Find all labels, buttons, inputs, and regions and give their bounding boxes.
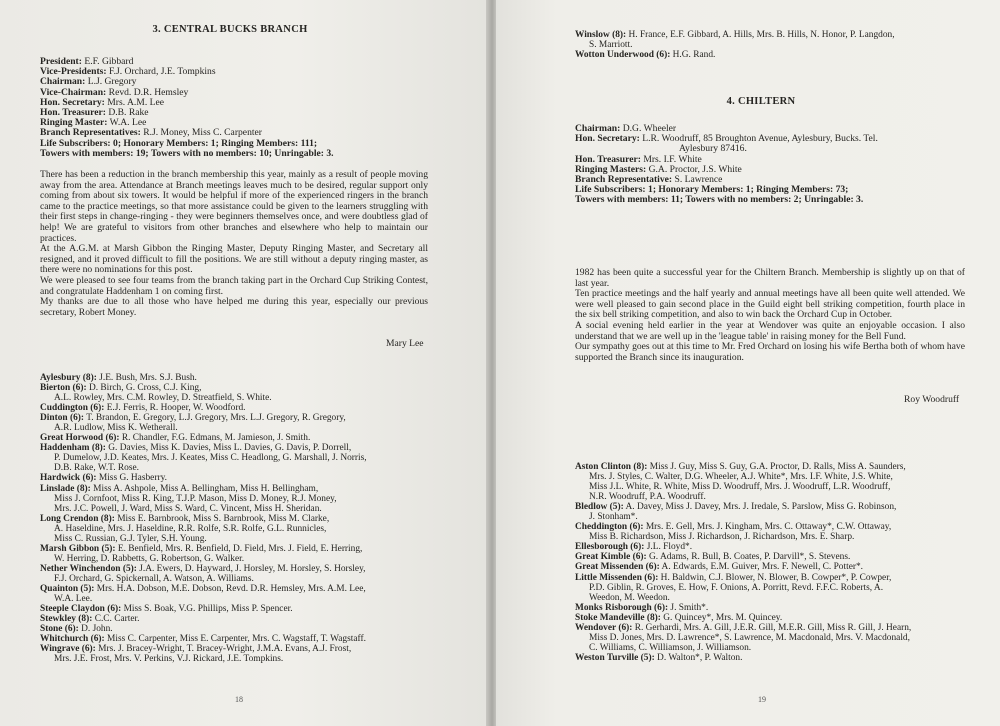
tower-entry xyxy=(40,564,450,584)
tower-row xyxy=(40,433,450,443)
officers-list xyxy=(40,57,334,159)
branch-report xyxy=(40,170,428,318)
officer-name: Mrs. I.F. White xyxy=(643,153,702,165)
tower-row-continued xyxy=(40,554,450,564)
tower-row xyxy=(575,653,985,663)
tower-entry xyxy=(40,443,450,473)
tower-entry xyxy=(575,562,985,572)
tower-members: T. Brandon, E. Gregory, L.J. Gregory, Mrs. L.J. Gregory, R. Gregory, xyxy=(86,413,346,424)
tower-members: J.E. Bush, Mrs. S.J. Bush. xyxy=(99,373,197,383)
tower-members: H.G. Rand. xyxy=(672,50,716,61)
tower-members: J.L. Floyd*. xyxy=(646,542,693,553)
tower-entry xyxy=(575,552,985,562)
right-page xyxy=(496,0,1000,726)
tower-name: Bierton (6): xyxy=(40,383,87,394)
tower-members: Miss A. Ashpole, Miss A. Bellingham, Miss H. Bellingham, xyxy=(93,483,319,494)
tower-entry xyxy=(40,584,450,604)
tower-name: Stewkley (8): xyxy=(40,614,93,625)
tower-members: A. Davey, Miss J. Davey, Mrs. J. Iredale, S. Parslow, Miss G. Robinson, xyxy=(625,502,897,513)
tower-members: Mrs. J. Bracey-Wright, T. Bracey-Wright, J.M.A. Evans, A.J. Frost, xyxy=(98,644,352,655)
tower-name: Haddenham (8): xyxy=(40,443,106,454)
tower-row-continued xyxy=(575,40,975,50)
tower-members: N.R. Woodruff, P.A. Woodruff. xyxy=(589,492,706,503)
tower-entry xyxy=(575,522,985,542)
page-number: 18 xyxy=(235,695,243,704)
tower-members: Miss J. Cornfoot, Miss R. King, T.J.P. Mason, Miss D. Money, R.J. Money, xyxy=(54,493,337,504)
tower-row-continued xyxy=(40,453,450,463)
tower-members: Mrs. E. Gell, Mrs. J. Kingham, Mrs. C. Ottaway*, C.W. Ottaway, xyxy=(645,522,892,533)
tower-row xyxy=(575,623,985,633)
tower-row xyxy=(40,403,450,413)
tower-members: W.A. Lee. xyxy=(54,594,93,605)
tower-entry xyxy=(40,614,450,624)
tower-entry xyxy=(40,634,450,644)
tower-entry xyxy=(40,644,450,664)
tower-name: Monks Risborough (6): xyxy=(575,602,669,613)
tower-members: Mrs. J. Styles, C. Walter, D.G. Wheeler, A.J. White*, Mrs. I.F. White, J.S. White, xyxy=(589,472,893,483)
tower-entry xyxy=(40,484,450,514)
tower-row xyxy=(40,514,450,524)
officer-name: Revd. D.R. Hemsley xyxy=(108,86,189,98)
tower-row-continued xyxy=(575,593,985,603)
officer-role: Hon. Secretary: xyxy=(40,96,105,108)
tower-members: C. Williams, C. Williamson, J. Williamson. xyxy=(589,642,752,653)
report-paragraph: Ten practice meetings and the half yearly and annual meetings have all been quite well attended. We were well pleased to gain second place in the Guild eight bell striking competition, fourth place in the six bell striking competition, and also to win back the Orchard Cup in October. xyxy=(575,288,965,321)
tower-members: Miss J. Guy, Miss S. Guy, G.A. Proctor, D. Ralls, Miss A. Saunders, xyxy=(649,462,906,472)
tower-row-continued xyxy=(575,532,985,542)
tower-row xyxy=(575,522,985,532)
tower-row xyxy=(40,544,450,554)
officer-role: Chairman: xyxy=(575,123,621,134)
tower-entry xyxy=(575,603,985,613)
tower-name: Aylesbury (8): xyxy=(40,373,97,383)
tower-row-continued xyxy=(575,472,985,482)
report-signature: Mary Lee xyxy=(386,338,424,349)
officer-role: Hon. Secretary: xyxy=(575,133,640,145)
tower-name: Linslade (8): xyxy=(40,483,91,494)
tower-members: H. Baldwin, C.J. Blower, N. Blower, B. Cowper*, P. Cowper, xyxy=(660,572,892,583)
tower-row xyxy=(40,614,450,624)
tower-members: R. Gerhardi, Mrs. A. Gill, J.E.R. Gill, M.E.R. Gill, Miss R. Gill, J. Hearn, xyxy=(634,622,912,633)
tower-name: Cheddington (6): xyxy=(575,522,644,533)
tower-members: Miss S. Boak, V.G. Phillips, Miss P. Spencer. xyxy=(123,604,293,615)
tower-entry xyxy=(575,542,985,552)
tower-members: E. Benfield, Mrs. R. Benfield, D. Field, Mrs. J. Field, E. Herring, xyxy=(117,543,363,554)
officer-name: W.A. Lee xyxy=(109,117,147,129)
tower-entry xyxy=(575,30,975,50)
tower-name: Winslow (8): xyxy=(575,30,627,40)
tower-entry xyxy=(575,653,985,663)
tower-row xyxy=(575,603,985,613)
officer-role: Hon. Treasurer: xyxy=(40,107,106,119)
officer-role: Branch Representatives: xyxy=(40,127,141,139)
officer-name: L.J. Gregory xyxy=(87,76,137,88)
tower-members: Mrs. J.E. Frost, Mrs. V. Perkins, V.J. Rickard, J.E. Tompkins. xyxy=(54,654,284,665)
tower-row-continued xyxy=(40,393,450,403)
membership-stats: Life Subscribers: 1; Honorary Members: 1; Ringing Members: 73; xyxy=(575,184,849,196)
tower-row-continued xyxy=(575,512,985,522)
tower-name: Whitchurch (6): xyxy=(40,634,105,645)
tower-members: A.R. Ludlow, Miss K. Wetherall. xyxy=(54,423,178,434)
tower-row xyxy=(40,443,450,453)
tower-name: Marsh Gibbon (5): xyxy=(40,543,116,554)
tower-row xyxy=(575,552,985,562)
tower-name: Great Horwood (6): xyxy=(40,433,120,444)
officer-name: D.G. Wheeler xyxy=(622,123,677,134)
page-number: 19 xyxy=(758,695,766,704)
tower-row xyxy=(40,584,450,594)
report-signature: Roy Woodruff xyxy=(904,394,960,405)
tower-name: Quainton (5): xyxy=(40,583,95,594)
officer-role: Hon. Treasurer: xyxy=(575,153,641,165)
tower-members: G. Adams, R. Bull, B. Coates, P. Darvill*, S. Stevens. xyxy=(649,552,851,563)
tower-row xyxy=(575,50,975,60)
left-page xyxy=(0,0,488,726)
tower-row-continued xyxy=(40,463,450,473)
tower-row xyxy=(40,484,450,494)
tower-name: Bledlow (5): xyxy=(575,502,624,513)
report-paragraph: We were pleased to see four teams from the branch taking part in the Orchard Cup Striking Contest, and congratulate Haddenham 1 on coming first. xyxy=(40,274,428,297)
tower-entry xyxy=(40,383,450,403)
tower-row-continued xyxy=(40,494,450,504)
tower-members: J. Smith*. xyxy=(670,602,709,613)
tower-name: Long Crendon (8): xyxy=(40,513,115,524)
tower-members: R. Chandler, F.G. Edmans, M. Jamieson, J. Smith. xyxy=(121,433,311,444)
tower-name: Weston Turville (5): xyxy=(575,652,655,663)
tower-name: Aston Clinton (8): xyxy=(575,462,648,472)
report-paragraph: At the A.G.M. at Marsh Gibbon the Ringing Master, Deputy Ringing Master, and Secretary all resigned, and it proved difficult to fill the positions. We are still without a deputy ringing master, as there were no nominations for this post. xyxy=(40,243,428,276)
tower-members: D. Birch, G. Cross, C.J. King, xyxy=(88,383,202,394)
report-paragraph: Our sympathy goes out at this time to Mr. Fred Orchard on losing his wife Bertha both of whom have supported the Branch since its inauguration. xyxy=(575,341,965,363)
tower-row xyxy=(40,473,450,483)
tower-members: A. Edwards, E.M. Guiver, Mrs. F. Newell, C. Potter*. xyxy=(661,562,864,573)
tower-name: Ellesborough (6): xyxy=(575,542,645,553)
tower-members: D. Walton*, P. Walton. xyxy=(657,652,743,663)
report-paragraph: 1982 has been quite a successful year for the Chiltern Branch. Membership is slightly up on that of last year. xyxy=(575,267,965,289)
tower-name: Wingrave (6): xyxy=(40,644,96,655)
tower-name: Steeple Claydon (6): xyxy=(40,604,122,615)
tower-entry xyxy=(40,403,450,413)
tower-row-continued xyxy=(40,423,450,433)
branch-heading: 4. CHILTERN xyxy=(726,96,796,107)
tower-entry xyxy=(40,433,450,443)
tower-row-continued xyxy=(40,534,450,544)
tower-entry xyxy=(40,544,450,564)
tower-row xyxy=(575,502,985,512)
tower-members: Weedon, M. Weedon. xyxy=(589,592,670,603)
tower-row xyxy=(40,373,450,383)
officer-name: R.J. Money, Miss C. Carpenter xyxy=(143,127,262,139)
officer-name: F.J. Orchard, J.E. Tompkins xyxy=(109,66,216,78)
officer-name: Aylesbury 87416. xyxy=(679,143,747,155)
tower-row-continued xyxy=(40,594,450,604)
officer-name: E.F. Gibbard xyxy=(84,56,134,67)
tower-members: A.L. Rowley, Mrs. C.M. Rowley, D. Streatfield, S. White. xyxy=(54,393,272,404)
tower-name: Great Missenden (6): xyxy=(575,562,660,573)
tower-members: Miss J.L. White, R. White, Miss D. Woodruff, Mrs. J. Woodruff, L.R. Woodruff, xyxy=(589,482,891,493)
officer-role: Ringing Master: xyxy=(40,117,108,129)
tower-row xyxy=(40,644,450,654)
tower-entry xyxy=(575,502,985,522)
tower-row-continued xyxy=(575,643,985,653)
report-paragraph: There has been a reduction in the branch membership this year, mainly as a result of people moving away from the area. Attendance at Branch meetings leaves much to be desired, regular support only coming from about six towers. It would be helpful if more of the experienced ringers in the branch came to the practice meetings, so that more assistance could be given to the learners struggling with their first steps in change-ringing - they were beginners themselves once, and were doubtless glad of help! We are grateful to visitors from other branches and elsewhere who help to maintain our practices. xyxy=(40,169,428,244)
membership-stats: Life Subscribers: 0; Honorary Members: 1; Ringing Members: 111; xyxy=(40,137,318,149)
tower-row xyxy=(575,562,985,572)
tower-name: Stoke Mandeville (8): xyxy=(575,612,661,623)
tower-name: Nether Winchendon (5): xyxy=(40,563,137,574)
tower-row xyxy=(40,634,450,644)
tower-row-continued xyxy=(575,492,985,502)
tower-members: Miss E. Barnbrook, Miss S. Barnbrook, Miss M. Clarke, xyxy=(117,513,330,524)
continued-tower-list xyxy=(575,30,975,60)
tower-row xyxy=(575,573,985,583)
tower-members: Miss C. Carpenter, Miss E. Carpenter, Mrs. C. Wagstaff, T. Wagstaff. xyxy=(107,634,366,645)
tower-members: J.A. Ewers, D. Hayward, J. Horsley, M. Horsley, S. Horsley, xyxy=(139,563,366,574)
tower-row-continued xyxy=(40,524,450,534)
tower-list xyxy=(40,373,450,664)
tower-members: P.D. Giblin, R. Groves, E. How, F. Onions, A. Porritt, Revd. F.F.C. Roberts, A. xyxy=(589,582,884,593)
tower-name: Dinton (6): xyxy=(40,413,85,424)
tower-entry xyxy=(40,604,450,614)
tower-entry xyxy=(40,624,450,634)
membership-stats: Towers with members: 19; Towers with no members: 10; Unringable: 3. xyxy=(40,147,334,159)
officer-role: Vice-Chairman: xyxy=(40,86,107,98)
branch-heading: 3. CENTRAL BUCKS BRANCH xyxy=(152,24,308,35)
officers-list xyxy=(575,124,878,206)
tower-entry xyxy=(40,473,450,483)
tower-row xyxy=(40,604,450,614)
officer-name: G.A. Proctor, J.S. White xyxy=(648,163,742,175)
tower-members: H. France, E.F. Gibbard, A. Hills, Mrs. B. Hills, N. Honor, P. Langdon, xyxy=(628,30,895,40)
tower-members: Miss G. Hasberry. xyxy=(98,473,167,484)
tower-members: G. Quincey*, Mrs. M. Quincey. xyxy=(663,612,783,623)
tower-row-continued xyxy=(40,654,450,664)
tower-row-continued xyxy=(575,482,985,492)
tower-name: Stone (6): xyxy=(40,624,79,635)
tower-members: Miss D. Jones, Mrs. D. Lawrence*, S. Lawrence, M. Macdonald, Mrs. V. Macdonald, xyxy=(589,632,910,643)
branch-report xyxy=(575,268,965,363)
tower-members: D. John. xyxy=(81,624,113,635)
officer-role: Ringing Masters: xyxy=(575,163,647,175)
tower-row xyxy=(575,613,985,623)
tower-row-continued xyxy=(40,574,450,584)
tower-entry xyxy=(575,462,985,502)
officer-role: President: xyxy=(40,56,82,67)
tower-name: Wotton Underwood (6): xyxy=(575,50,671,61)
report-paragraph: My thanks are due to all those who have helped me during this year, especially our previous secretary, Robert Money. xyxy=(40,296,428,318)
tower-name: Great Kimble (6): xyxy=(575,552,647,563)
officer-role: Chairman: xyxy=(40,76,86,88)
tower-row xyxy=(40,413,450,423)
tower-row xyxy=(40,624,450,634)
tower-row xyxy=(40,383,450,393)
tower-members: E.J. Ferris, R. Hooper, W. Woodford. xyxy=(106,403,246,414)
tower-list xyxy=(575,462,985,663)
tower-members: Mrs. H.A. Dobson, M.E. Dobson, Revd. D.R. Hemsley, Mrs. A.M. Lee, xyxy=(96,583,366,594)
tower-members: F.J. Orchard, G. Spickernall, A. Watson, A. Williams. xyxy=(54,573,254,584)
tower-name: Little Missenden (6): xyxy=(575,572,659,583)
officer-role: Vice-Presidents: xyxy=(40,66,107,78)
tower-row xyxy=(575,462,985,472)
tower-entry xyxy=(575,623,985,653)
tower-entry xyxy=(575,50,975,60)
officer-name: L.R. Woodruff, 85 Broughton Avenue, Aylesbury, Bucks. Tel. xyxy=(642,133,878,145)
tower-members: C.C. Carter. xyxy=(94,614,140,625)
tower-row-continued xyxy=(575,633,985,643)
tower-row-continued xyxy=(40,504,450,514)
officer-name: S. Lawrence xyxy=(674,174,723,186)
officer-role: Branch Representative: xyxy=(575,174,673,186)
tower-members: G. Davies, Miss K. Davies, Miss L. Davies, G. Davis, P. Dorrell, xyxy=(108,443,352,454)
tower-row xyxy=(40,564,450,574)
membership-stats: Towers with members: 11; Towers with no members: 2; Unringable: 3. xyxy=(575,194,864,206)
tower-entry xyxy=(40,373,450,383)
tower-members: S. Marriott. xyxy=(589,40,633,51)
tower-entry xyxy=(575,573,985,603)
tower-members: A. Haseldine, Mrs. J. Haseldine, R.R. Rolfe, S.R. Rolfe, G.L. Runnicles, xyxy=(54,523,327,534)
tower-name: Cuddington (6): xyxy=(40,403,105,414)
tower-members: J. Stonham*. xyxy=(589,512,638,523)
officer-name: D.B. Rake xyxy=(108,107,149,119)
report-paragraph: A social evening held earlier in the year at Wendover was quite an enjoyable occasion. I also understand that we are well up in the 'league table' in raising money for the Bell Fund. xyxy=(575,319,965,342)
tower-row-continued xyxy=(575,583,985,593)
tower-entry xyxy=(40,514,450,544)
tower-entry xyxy=(40,413,450,433)
tower-members: Mrs. J.C. Powell, J. Ward, Miss S. Ward, C. Vincent, Miss H. Sheridan. xyxy=(54,503,322,514)
tower-row xyxy=(575,30,975,40)
tower-members: D.B. Rake, W.T. Rose. xyxy=(54,463,139,474)
tower-members: P. Dumelow, J.D. Keates, Mrs. J. Keates, Miss C. Headlong, G. Marshall, J. Norris, xyxy=(54,453,367,464)
tower-members: Miss C. Russian, G.J. Tyler, S.H. Young. xyxy=(54,533,207,544)
tower-entry xyxy=(575,613,985,623)
tower-members: W. Herring, D. Rabbetts, G. Robertson, G. Walker. xyxy=(54,553,245,564)
tower-name: Hardwick (6): xyxy=(40,473,97,484)
tower-name: Wendover (6): xyxy=(575,622,633,633)
tower-members: Miss B. Richardson, Miss J. Richardson, J. Richardson, Mrs. E. Sharp. xyxy=(589,532,855,543)
officer-name: Mrs. A.M. Lee xyxy=(107,96,164,108)
tower-row xyxy=(575,542,985,552)
